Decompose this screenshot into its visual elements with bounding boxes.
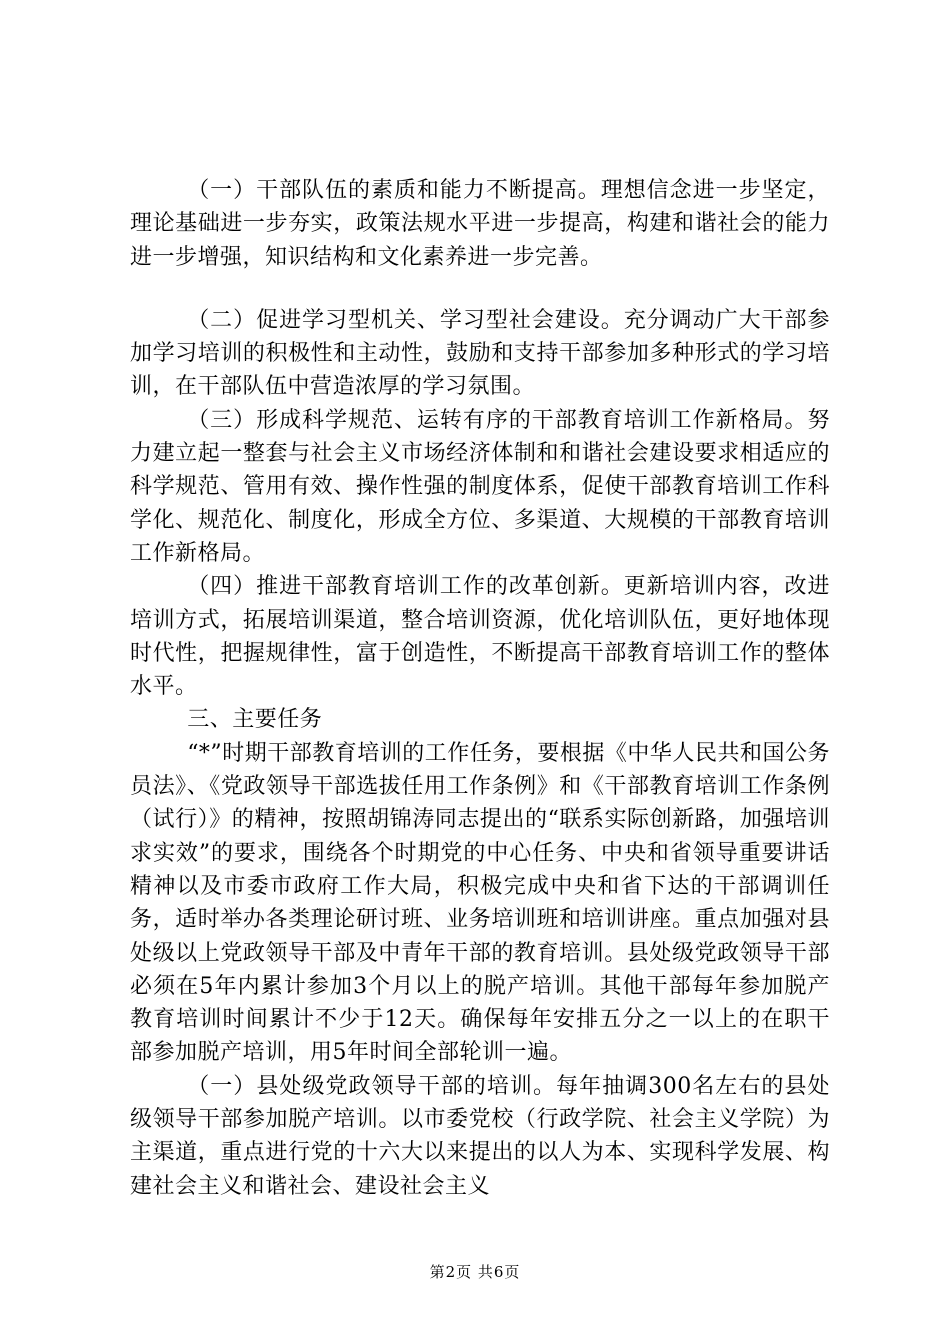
- page-footer: 第2页 共6页: [429, 1263, 521, 1281]
- paragraph-goal-3: （三）形成科学规范、运转有序的干部教育培训工作新格局。努力建立起一整套与社会主义市场经济体制和和谐社会建设要求相适应的科学规范、管用有效、操作性强的制度体系，促使干部教育培训工作科学化、规范化、制度化，形成全方位、多渠道、大规模的干部教育培训工作新格局。: [130, 407, 830, 566]
- document-body: [130, 174, 830, 1203]
- paragraph-goal-4: （四）推进干部教育培训工作的改革创新。更新培训内容，改进培训方式，拓展培训渠道，整合培训资源，优化培训队伍，更好地体现时代性，把握规律性，富于创造性，不断提高干部教育培训工作的整体水平。: [130, 574, 830, 700]
- section-heading-main-tasks: 三、主要任务: [187, 707, 323, 733]
- paragraph-goal-1: （一）干部队伍的素质和能力不断提高。理想信念进一步坚定，理论基础进一步夯实，政策法规水平进一步提高，构建和谐社会的能力进一步增强，知识结构和文化素养进一步完善。: [130, 178, 830, 270]
- paragraph-county-training: （一）县处级党政领导干部的培训。每年抽调300名左右的县处级领导干部参加脱产培训。以市委党校（行政学院、社会主义学院）为主渠道，重点进行党的十六大以来提出的以人为本、实现科学发展、构建社会主义和谐社会、建设社会主义: [130, 1073, 830, 1199]
- paragraph-goal-2: （二）促进学习型机关、学习型社会建设。充分调动广大干部参加学习培训的积极性和主动性，鼓励和支持干部参加多种形式的学习培训，在干部队伍中营造浓厚的学习氛围。: [130, 307, 830, 400]
- paragraph-main-tasks: “*”时期干部教育培训的工作任务，要根据《中华人民共和国公务员法》、《党政领导干部选拔任用工作条例》和《干部教育培训工作条例（试行）》的精神，按照胡锦涛同志提出的“联系实际创新路，加强培训求实效”的要求，围绕各个时期党的中心任务、中央和省领导重要讲话精神以及市委市政府工作大局，积极完成中央和省下达的干部调训任务，适时举办各类理论研讨班、业务培训班和培训讲座。重点加强对县处级以上党政领导干部及中青年干部的教育培训。县处级党政领导干部必须在5年内累计参加3个月以上的脱产培训。其他干部每年参加脱产教育培训时间累计不少于12天。确保每年安排五分之一以上的在职干部参加脱产培训，用5年时间全部轮训一遍。: [130, 740, 830, 1066]
